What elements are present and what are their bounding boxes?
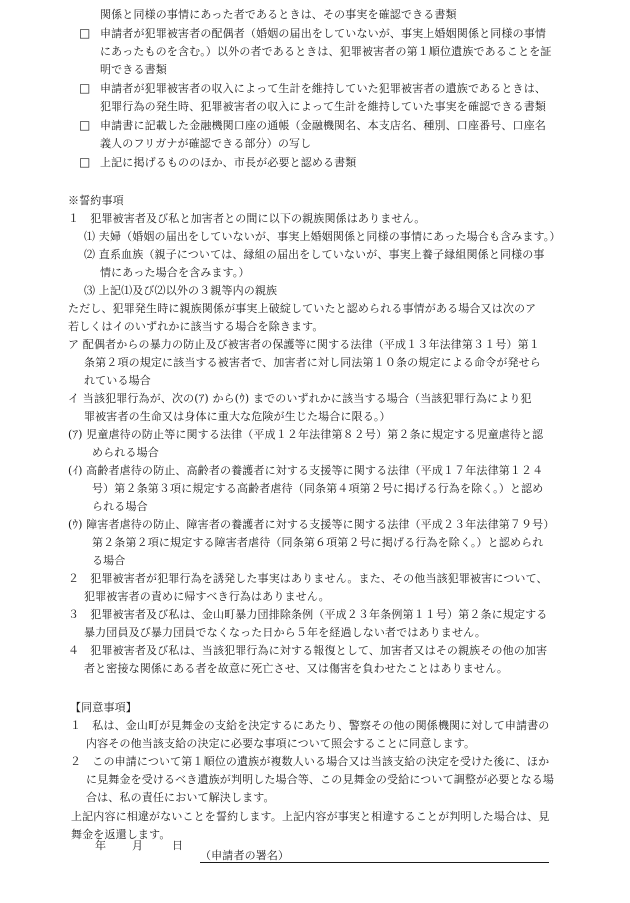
- date-day-label: 日: [172, 839, 184, 852]
- pledge-line: 若しくはイのいずれかに該当する場合を除きます。: [68, 320, 324, 333]
- pledge-line: ⑶ 上記⑴及び⑵以外の３親等内の親族: [84, 284, 278, 297]
- closing-line: 上記内容に相違がないことを誓約します。上記内容が事実と相違することが判明した場合は、見: [71, 810, 550, 823]
- consent-line: に見舞金を受けるべき遺族が判明した場合等、この見舞金の受給について調整が必要となる場: [86, 773, 555, 786]
- pledge-line: 者と密接な関係にある者を故意に死亡させ、又は傷害を負わせたことはありません。: [84, 662, 509, 675]
- pledge-line: 号）第２条第３項に規定する高齢者虐待（同条第４項第２号に掲げる行為を除く。）と認め: [92, 482, 544, 495]
- doc-text-line: 犯罪行為の発生時、犯罪被害者の収入によって生計を維持していた事実を確認できる書類: [100, 100, 546, 113]
- pledge-line: られる場合: [92, 500, 148, 513]
- pledge-line: ⑴ 夫婦（婚姻の届出をしていないが、事実上婚姻関係と同様の事情にあった場合も含みます。）: [84, 230, 561, 243]
- pledge-line: れている場合: [84, 374, 151, 387]
- doc-text-line: 申請者が犯罪被害者の収入によって生計を維持していた犯罪被害者の遺族であるときは、: [100, 82, 546, 95]
- consent-line: 内容その他当該支給の決定に必要な事項について照会することに同意します。: [86, 737, 476, 750]
- doc-text-line: 申請者が犯罪被害者の配偶者（婚姻の届出をしていないが、事実上婚姻関係と同様の事情: [100, 27, 546, 40]
- pledge-heading: ※誓約事項: [68, 194, 124, 207]
- pledge-line: １ 犯罪被害者及び私と加害者との間に以下の親族関係はありません。: [68, 212, 426, 225]
- consent-line: １ 私は、金山町が見舞金の支給を決定するにあたり、警察その他の関係機関に対して申請書の: [70, 719, 550, 732]
- pledge-line: ４ 犯罪被害者及び私は、当該犯罪行為に対する報復として、加害者又はその親族その他の加害: [68, 644, 548, 657]
- pledge-line: 情にあった場合を含みます。）: [100, 266, 250, 279]
- signature-line[interactable]: [200, 862, 549, 863]
- doc-text-line: 明できる書類: [100, 63, 167, 76]
- pledge-line: ３ 犯罪被害者及び私は、金山町暴力団排除条例（平成２３年条例第１１号）第２条に規定する: [68, 608, 548, 621]
- pledge-line: 罪被害者の生命又は身体に重大な危険が生じた場合に限る。）: [84, 410, 391, 423]
- pledge-line: イ 当該犯罪行為が、次の(ｱ) から(ｳ) までのいずれかに該当する場合（当該犯罪行為により犯: [68, 392, 532, 405]
- pledge-line: ア 配偶者からの暴力の防止及び被害者の保護等に関する法律（平成１３年法律第３１号）第１: [68, 338, 540, 351]
- doc-text-line: 上記に掲げるもののほか、市長が必要と認める書類: [100, 156, 357, 169]
- checkbox-icon[interactable]: □: [79, 118, 91, 132]
- consent-line: 合は、私の責任において解決します。: [86, 791, 275, 804]
- pledge-line: (ｱ) 児童虐待の防止等に関する法律（平成１２年法律第８２号）第２条に規定する児童虐待と認: [68, 428, 544, 441]
- pledge-line: ２ 犯罪被害者が犯罪行為を誘発した事実はありません。また、その他当該犯罪被害について、: [68, 572, 548, 585]
- signature-label: （申請者の署名）: [200, 849, 290, 862]
- checkbox-icon[interactable]: □: [79, 81, 91, 95]
- pledge-line: (ｲ) 高齢者虐待の防止、高齢者の養護者に対する支援等に関する法律（平成１７年法律第１２４: [68, 464, 544, 477]
- pledge-line: められる場合: [92, 446, 159, 459]
- date-month-label: 月: [132, 839, 144, 852]
- doc-text-line: 関係と同様の事情にあった者であるときは、その事実を確認できる書類: [100, 8, 457, 21]
- doc-text-line: 申請書に記載した金融機関口座の通帳（金融機関名、本支店名、種別、口座番号、口座名: [100, 119, 546, 132]
- pledge-line: ただし、犯罪発生時に親族関係が事実上破綻していたと認められる事情がある場合又は次のア: [68, 302, 537, 315]
- pledge-line: 第２条第２項に規定する障害者虐待（同条第６項第２号に掲げる行為を除く。）と認められ: [92, 536, 544, 549]
- closing-line: 舞金を返還します。: [71, 828, 171, 841]
- consent-heading: 【同意事項】: [70, 701, 137, 714]
- pledge-line: 条第２項の規定に該当する被害者で、加害者に対し同法第１０条の規定による命令が発せら: [84, 356, 541, 369]
- pledge-line: 犯罪被害者の責めに帰すべき行為はありません。: [84, 590, 330, 603]
- doc-text-line: 義人のフリガナが確認できる部分）の写し: [100, 137, 312, 150]
- consent-line: ２ この申請について第１順位の遺族が複数人いる場合又は当該支給の決定を受けた後に、ほか: [70, 755, 550, 768]
- pledge-line: ⑵ 直系血族（親子については、縁組の届出をしていないが、事実上養子縁組関係と同様の事: [84, 248, 545, 261]
- checkbox-icon[interactable]: □: [79, 26, 91, 40]
- pledge-line: (ｳ) 障害者虐待の防止、障害者の養護者に対する支援等に関する法律（平成２３年法律第７９号）: [68, 518, 555, 531]
- date-year-label: 年: [95, 839, 107, 852]
- doc-text-line: にあったものを含む。）以外の者であるときは、犯罪被害者の第１順位遺族であることを証: [100, 45, 552, 58]
- checkbox-icon[interactable]: □: [79, 155, 91, 169]
- pledge-line: 暴力団員及び暴力団員でなくなった日から５年を経過しない者ではありません。: [84, 626, 487, 639]
- pledge-line: る場合: [92, 554, 126, 567]
